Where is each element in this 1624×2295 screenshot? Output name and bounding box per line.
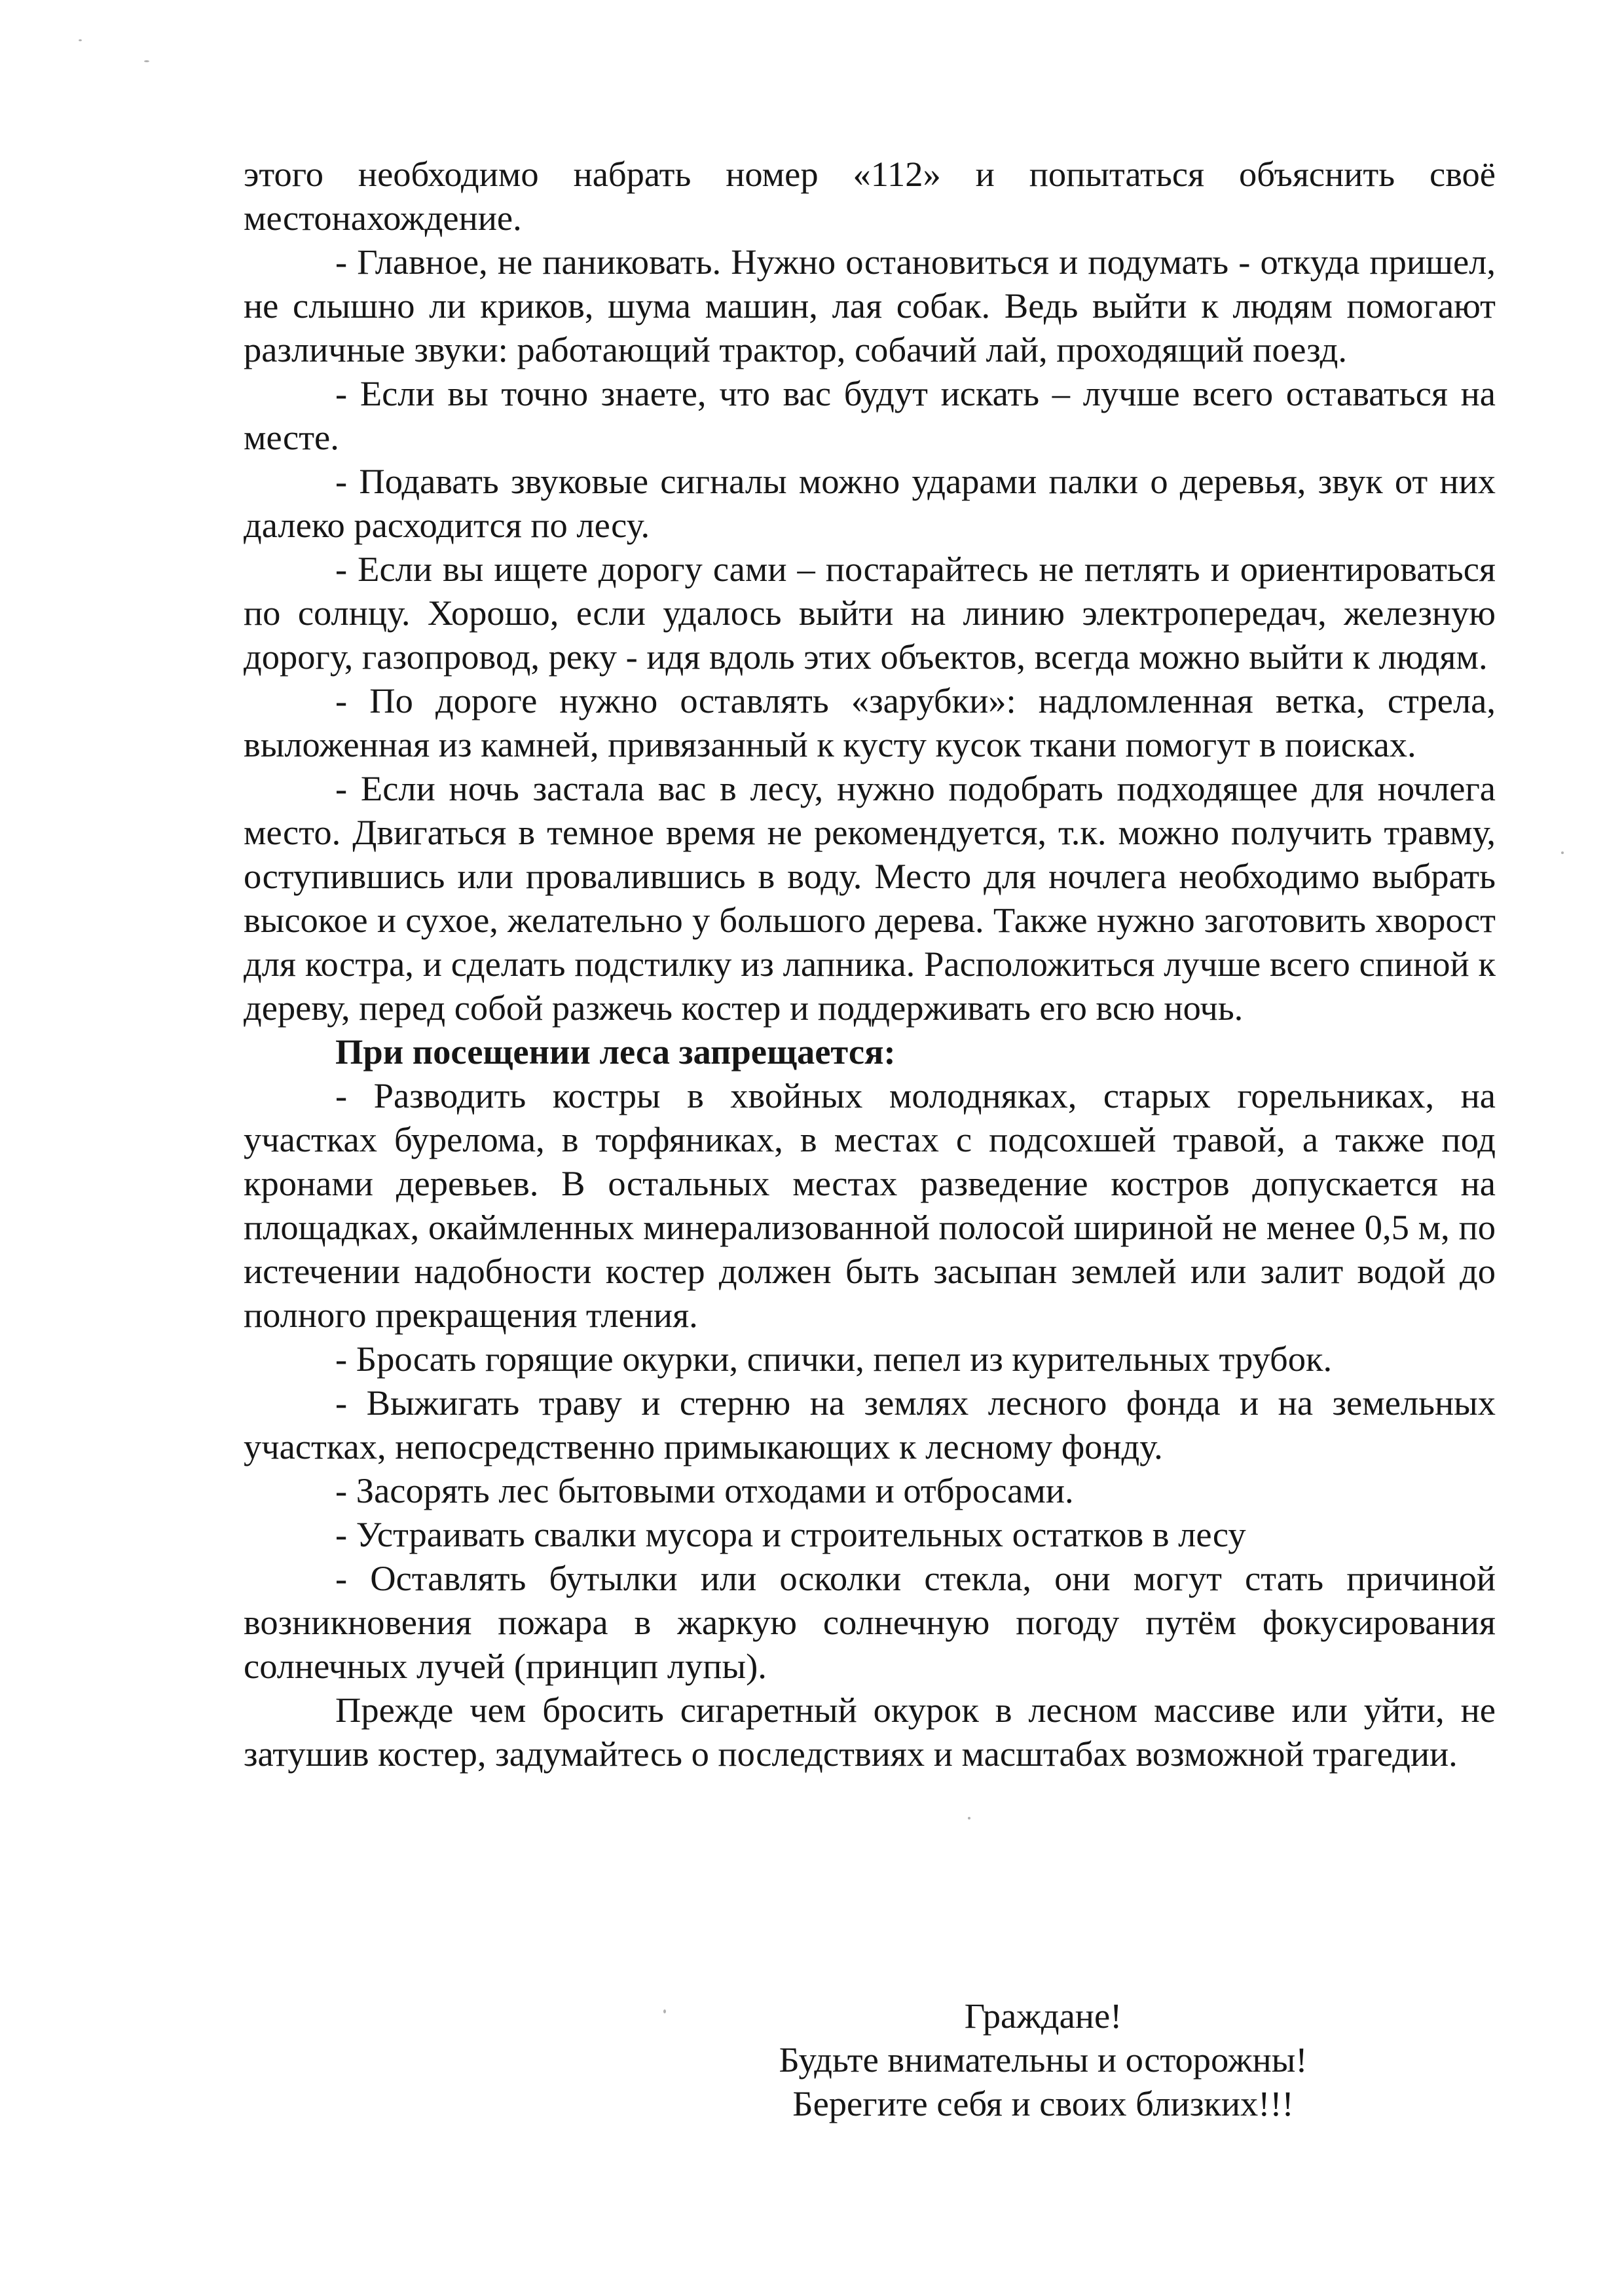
prohibition-item: - Разводить костры в хвойных молодняках, старых горельниках, на участках бурелома, в торфяниках, в местах с подсохшей травой, а также под кронами деревьев. В остальных местах разведение костров допускается на площадках, окаймленных минерализованной полосой шириной не менее 0,5 м, по истечении надобности костер должен быть засыпан землей или залит водой до полного прекращения тления.: [244, 1075, 1496, 1335]
scan-speck: [144, 60, 149, 62]
paragraph-night-in-forest: - Если ночь застала вас в лесу, нужно подобрать подходящее для ночлега место. Двигаться в темное время не рекомендуется, т.к. можно получить травму, оступившись или провалившись в воду. Место для ночлега необходимо выбрать высокое и сухое, желательно у большого дерева. Также нужно заготовить хворост для костра, и сделать подстилку из лапника. Расположиться лучше всего спиной к дереву, перед собой разжечь костер и поддерживать его всю ночь.: [244, 768, 1496, 1028]
prohibition-item: - Устраивать свалки мусора и строительных остатков в лесу: [335, 1514, 1246, 1554]
paragraph-leave-marks: - По дороге нужно оставлять «зарубки»: надломленная ветка, стрела, выложенная из камней, привязанный к кусту кусок ткани помогут в поисках.: [244, 681, 1496, 764]
prohibitions-heading: При посещении леса запрещается:: [335, 1032, 896, 1072]
closing-appeal: [244, 1994, 1496, 2125]
prohibition-item: - Засорять лес бытовыми отходами и отбросами.: [335, 1470, 1074, 1510]
paragraph-emergency-call: этого необходимо набрать номер «112» и попытаться объяснить своё местонахождение.: [244, 154, 1496, 238]
prohibition-item: - Бросать горящие окурки, спички, пепел из курительных трубок.: [335, 1339, 1333, 1379]
scan-speck: [79, 39, 82, 41]
closing-line-citizens: Граждане!: [964, 1996, 1122, 2036]
scan-speck: [1561, 851, 1564, 854]
document-body: [244, 152, 1496, 1776]
paragraph-find-road: - Если вы ищете дорогу сами – постарайтесь не петлять и ориентироваться по солнцу. Хорошо, если удалось выйти на линию электропередач, железную дорогу, газопровод, реку - идя вдоль этих объектов, всегда можно выйти к людям.: [244, 549, 1496, 677]
closing-line-be-careful: Будьте внимательны и осторожны!: [779, 2040, 1308, 2080]
paragraph-stay-in-place: - Если вы точно знаете, что вас будут искать – лучше всего оставаться на месте.: [244, 373, 1496, 457]
paragraph-dont-panic: - Главное, не паниковать. Нужно остановиться и подумать - откуда пришел, не слышно ли криков, шума машин, лая собак. Ведь выйти к людям помогают различные звуки: работающий трактор, собачий лай, проходящий поезд.: [244, 242, 1496, 369]
closing-line-take-care: Берегите себя и своих близких!!!: [792, 2083, 1294, 2123]
final-paragraph: Прежде чем бросить сигаретный окурок в лесном массиве или уйти, не затушив костер, задумайтесь о последствиях и масштабах возможной трагедии.: [244, 1690, 1496, 1774]
paragraph-sound-signals: - Подавать звуковые сигналы можно ударами палки о деревья, звук от них далеко расходится по лесу.: [244, 461, 1496, 545]
prohibition-item: - Выжигать траву и стерню на землях лесного фонда и на земельных участках, непосредственно примыкающих к лесному фонду.: [244, 1383, 1496, 1466]
scan-speck: [663, 2009, 666, 2013]
prohibition-item: - Оставлять бутылки или осколки стекла, они могут стать причиной возникновения пожара в жаркую солнечную погоду путём фокусирования солнечных лучей (принцип лупы).: [244, 1558, 1496, 1686]
scan-speck: [968, 1817, 970, 1819]
